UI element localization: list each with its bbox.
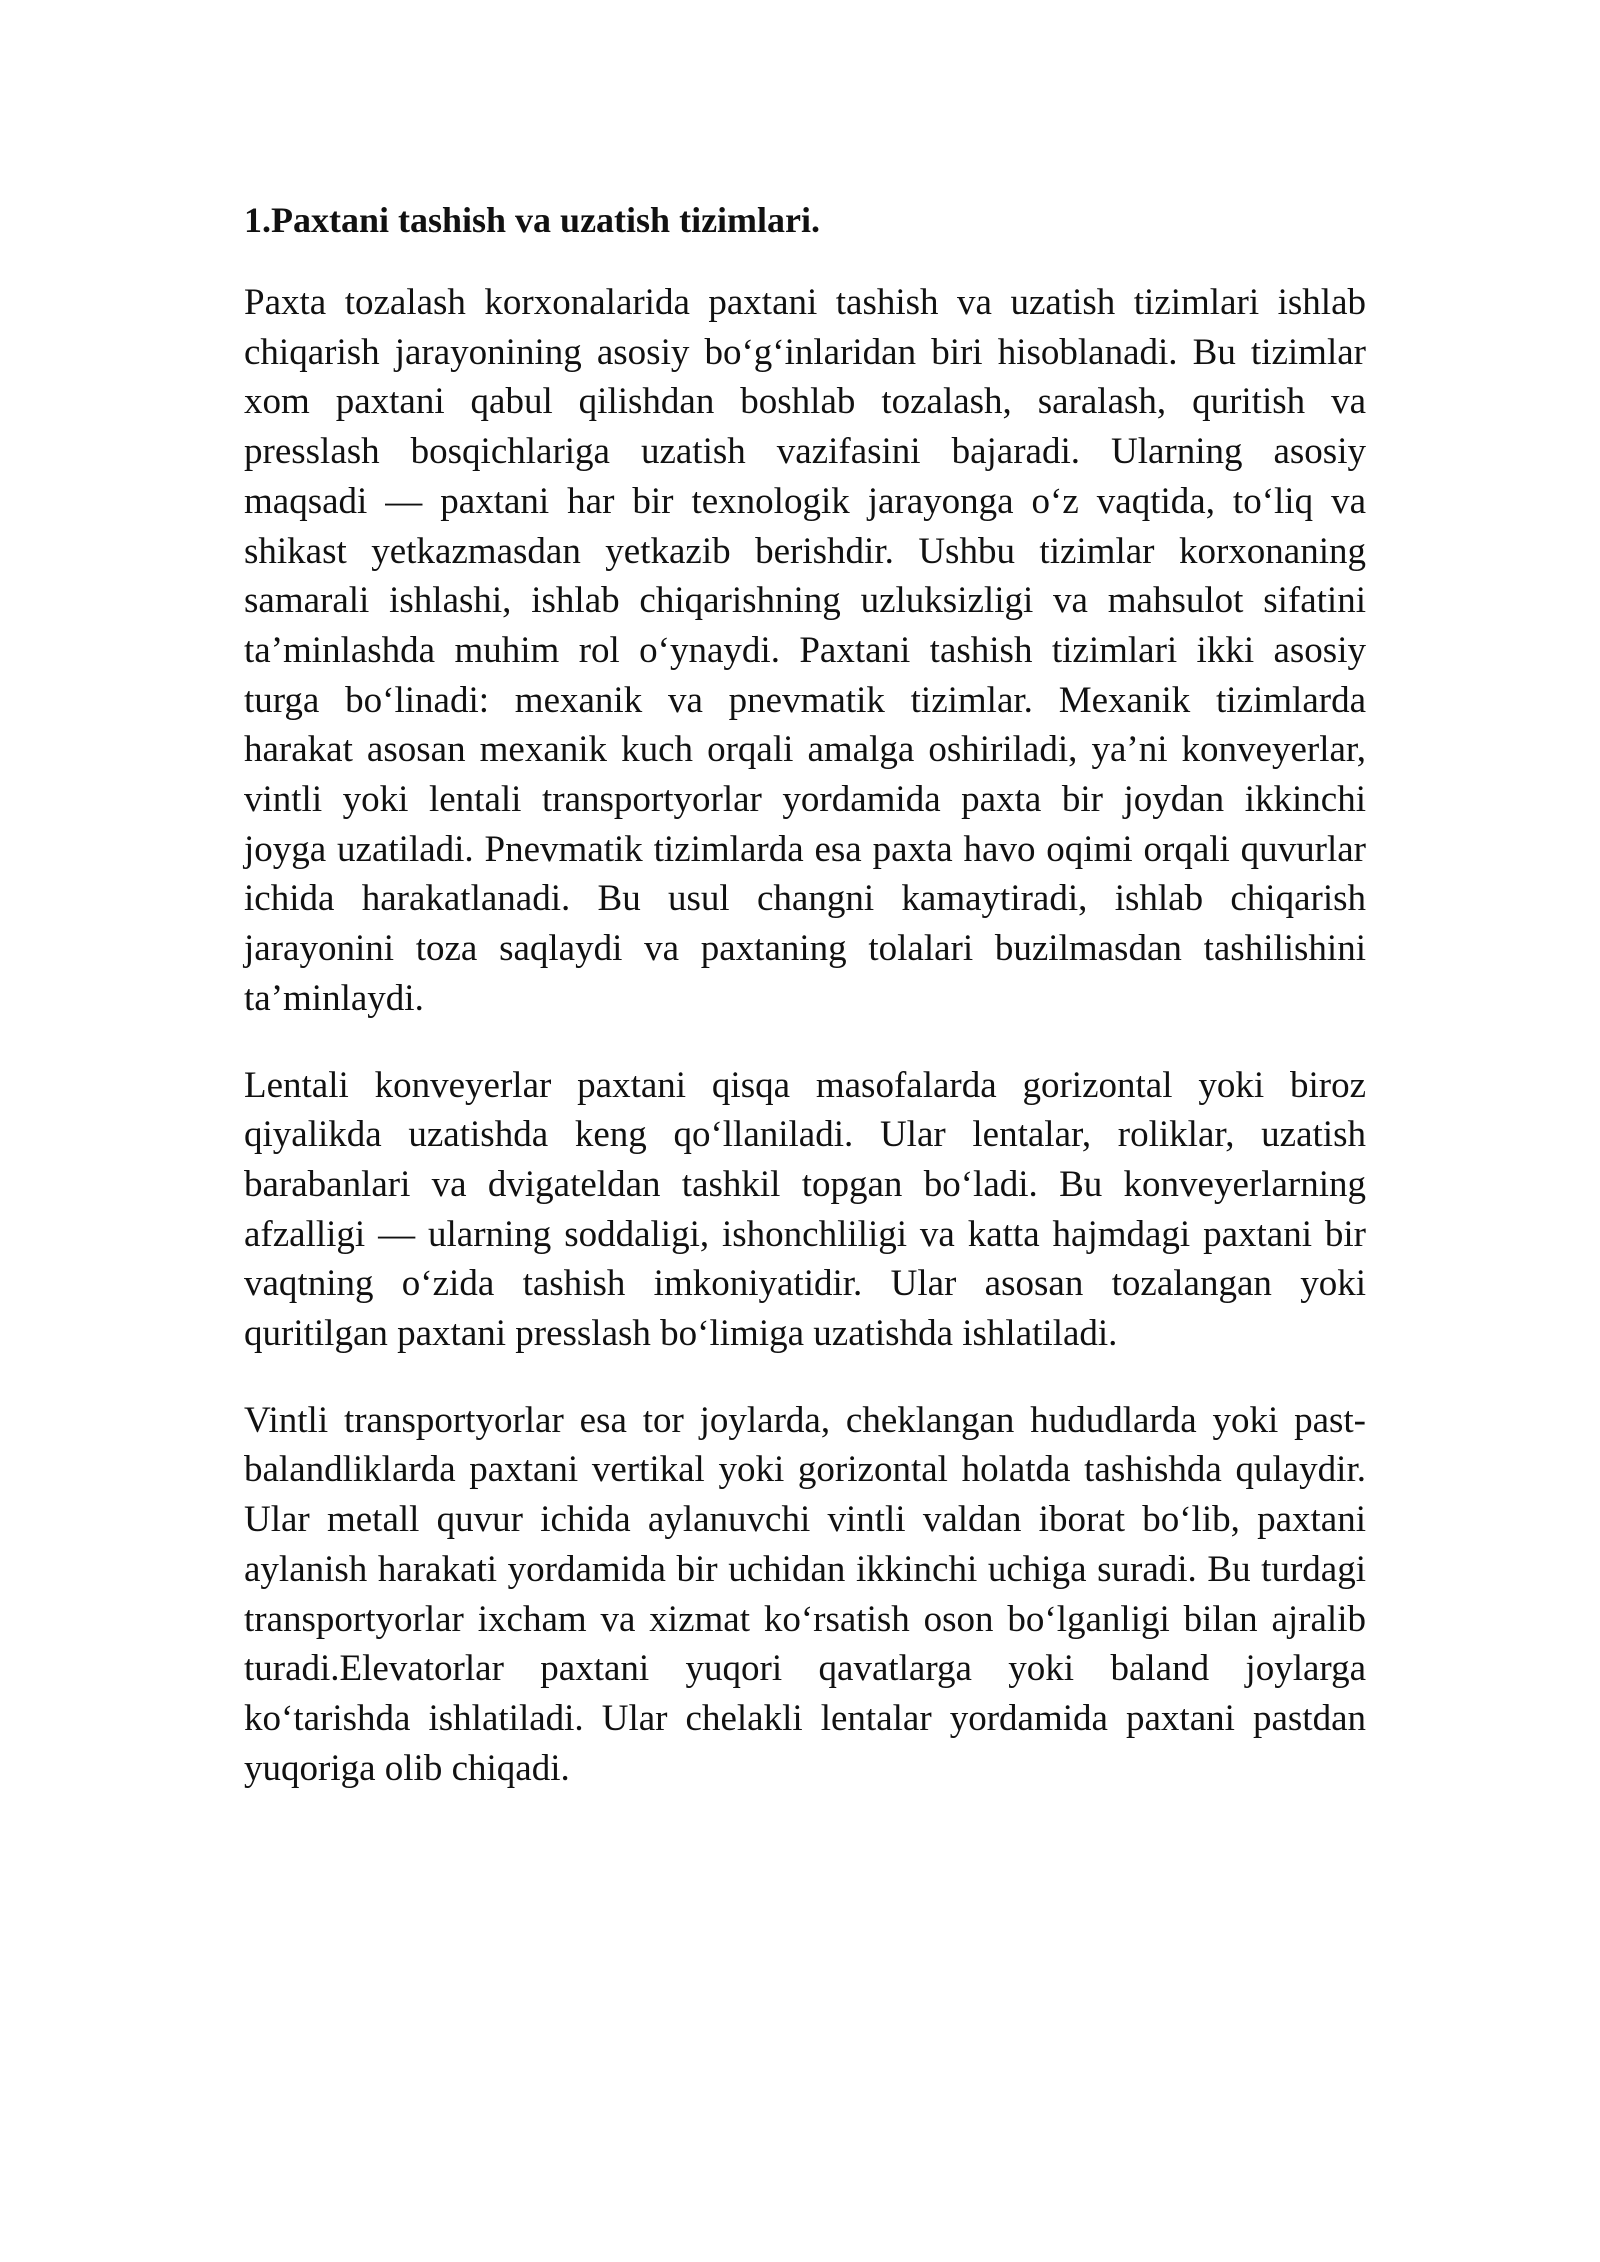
section-heading: 1.Paxtani tashish va uzatish tizimlari. [244, 200, 821, 240]
document-body [244, 194, 1366, 1830]
paragraph-screw-conveyors: Vintli transportyorlar esa tor joylarda, cheklangan hududlarda yoki past-balandliklarda paxtani vertikal yoki gorizontal holatda tashishda qulaydir. Ular metall quvur ichida aylanuvchi vintli valdan iborat bo‘lib, paxtani aylanish harakati yordamida bir uchidan ikkinchi uchiga suradi. Bu turdagi transportyorlar ixcham va xizmat ko‘rsatish oson bo‘lganligi bilan ajralib turadi.Elevatorlar paxtani yuqori qavatlarga yoki baland joylarga ko‘tarishda ishlatiladi. Ular chelakli lentalar yordamida paxtani pastdan yuqoriga olib chiqadi. [244, 1399, 1366, 1789]
paragraph-transport-systems: Paxta tozalash korxonalarida paxtani tashish va uzatish tizimlari ishlab chiqarish jarayonining asosiy bo‘g‘inlaridan biri hisoblanadi. Bu tizimlar xom paxtani qabul qilishdan boshlab tozalash, saralash, quritish va presslash bosqichlariga uzatish vazifasini bajaradi. Ularning asosiy maqsadi — paxtani har bir texnologik jarayonga o‘z vaqtida, to‘liq va shikast yetkazmasdan yetkazib berishdir. Ushbu tizimlar korxonaning samarali ishlashi, ishlab chiqarishning uzluksizligi va mahsulot sifatini ta’minlashda muhim rol o‘ynaydi. Paxtani tashish tizimlari ikki asosiy turga bo‘linadi: mexanik va pnevmatik tizimlar. Mexanik tizimlarda harakat asosan mexanik kuch orqali amalga oshiriladi, ya’ni konveyerlar, vintli yoki lentali transportyorlar yordamida paxta bir joydan ikkinchi joyga uzatiladi. Pnevmatik tizimlarda esa paxta havo oqimi orqali quvurlar ichida harakatlanadi. Bu usul changni kamaytiradi, ishlab chiqarish jarayonini toza saqlaydi va paxtaning tolalari buzilmasdan tashilishini ta’minlaydi. [244, 282, 1366, 1019]
paragraph-belt-conveyors: Lentali konveyerlar paxtani qisqa masofalarda gorizontal yoki biroz qiyalikda uzatishda keng qo‘llaniladi. Ular lentalar, roliklar, uzatish barabanlari va dvigateldan tashkil topgan bo‘ladi. Bu konveyerlarning afzalligi — ularning soddaligi, ishonchliligi va katta hajmdagi paxtani bir vaqtning o‘zida tashish imkoniyatidir. Ular asosan tozalangan yoki quritilgan paxtani presslash bo‘limiga uzatishda ishlatiladi. [244, 1064, 1366, 1355]
